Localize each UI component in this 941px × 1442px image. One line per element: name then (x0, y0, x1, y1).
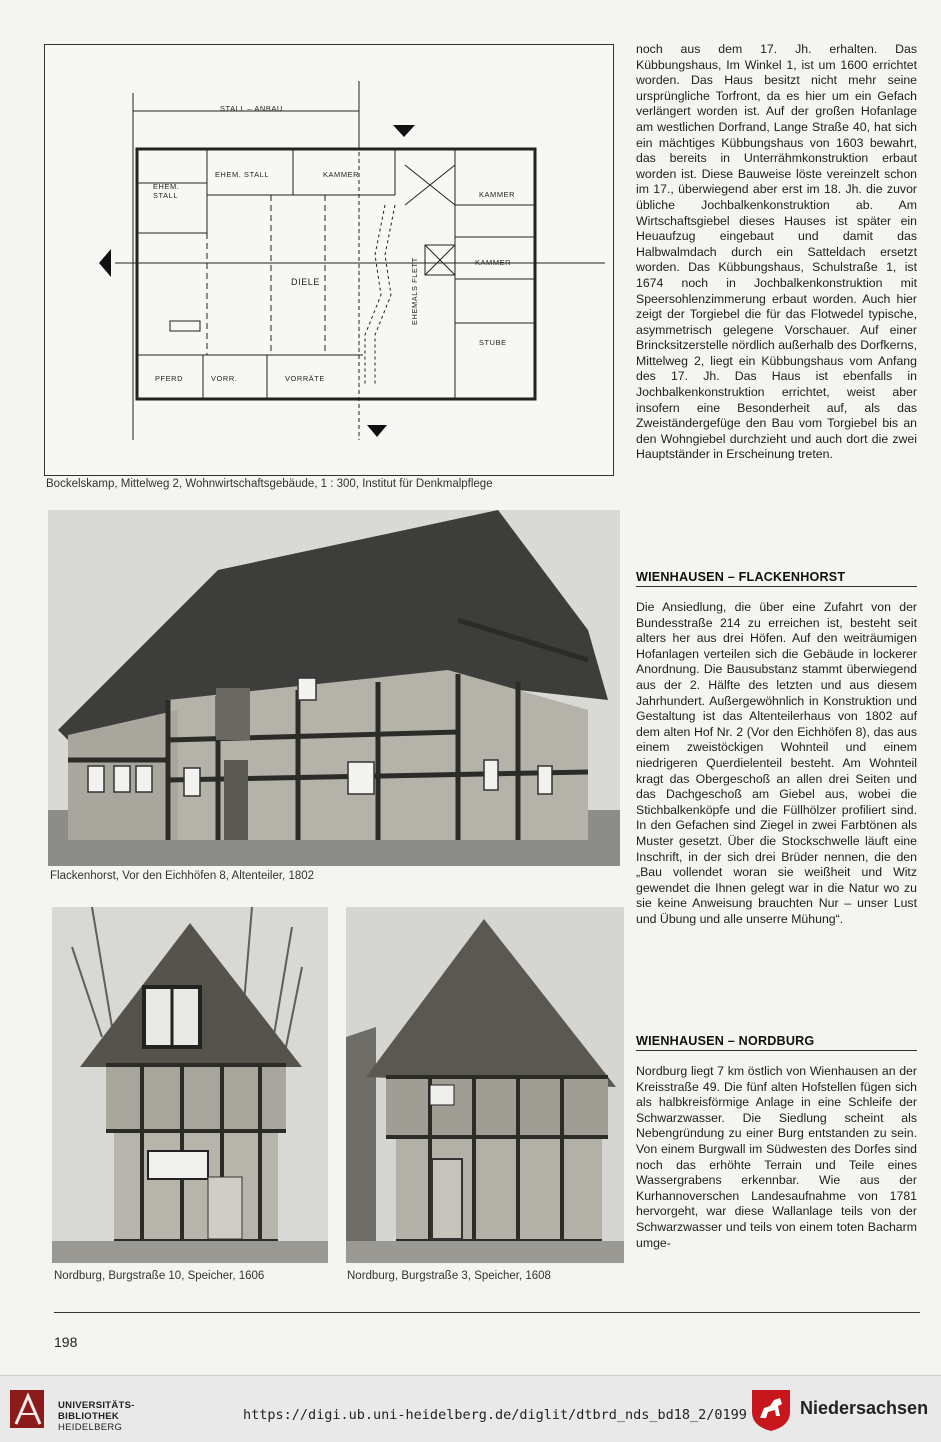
plan-label-diele: DIELE (291, 277, 321, 287)
plan-label-vorraete: VORRÄTE (285, 374, 325, 383)
plan-label-vorr: VORR. (211, 374, 238, 383)
photo1-caption: Flackenhorst, Vor den Eichhöfen 8, Altenteiler, 1802 (50, 870, 315, 882)
photo-flackenhorst (48, 510, 620, 866)
paragraph-1-text: noch aus dem 17. Jh. erhalten. Das Kübbungshaus, Im Winkel 1, ist um 1600 errichtet worden. Das Haus besitzt nicht mehr seine ursprüngliche Torfront, da es hier um ein Gefach verlängert worden ist. Auf der großen Hofanlage am westlichen Dorfrand, Lange Straße 40, hat sich ein mächtiges Kübbungshaus von 1603 bewahrt, das bereits in Unterrähmkonstruktion erbaut worden ist. Diese Bauweise löste vereinzelt schon im 17., überwiegend aber erst im 18. Jh. die zuvor übliche Jochbalkenkonstruktion ab. Am Wirtschaftsgiebel dieses Hauses ist später ein Heuaufzug eingebaut und damit das Halbwalmdach durch ein Satteldach ersetzt worden. Das Kübbungshaus, Schulstraße 1, ist 1674 noch in Jochbalkenkonstruktion mit Speersohlenzimmerung erbaut worden. Auch hier zeigt der Torgiebel die für das Flotwedel typische, asymmetrisch gelegene Vorschauer. Auf einer Brincksitzerstelle nördlich außerhalb des Dorfkerns, Mittelweg 2, liegt ein Kübbungshaus vom Anfang des 17. Jh. Das Haus ist ebenfalls in Jochbalkenkonstruktion errichtet, weist aber insofern eine Besonderheit auf, als das Zweiständergefüge den Bau vom Torgiebel bis an den Wohngiebel durchzieht und auch dort die zwei Hauptständer in Erscheinung treten. (636, 42, 917, 462)
library-name-line-2: BIBLIOTHEK (58, 1411, 120, 1422)
niedersachsen-logo[interactable] (748, 1388, 794, 1437)
plan-label-kammer-right-1: KAMMER (479, 190, 516, 199)
heading-nordburg: WIENHAUSEN – NORDBURG (636, 1034, 815, 1048)
plan-label-pferd: PFERD (155, 374, 184, 383)
paragraph-3-text: Nordburg liegt 7 km östlich von Wienhausen an der Kreisstraße 49. Die fünf alten Hofstellen fügen sich als halbkreisförmige Anlage in eine Schleife der Schwarzwasser. Die Siedlung scheint als Nebengründung zu einer Burg entstanden zu sein. Von einem Burgwall im Südwesten des Dorfes sind noch das erhöhte Terrain und Teile eines Wassergrabens erkennbar. Wie aus der Kurhannoverschen Landesaufnahme von 1781 hervorgeht, war diese Wallanlage teils von der Schwarzwasser und teils von einem toten Bacharm umge- (636, 1064, 917, 1250)
plan-label-stall-anbau: STALL – ANBAU (220, 104, 283, 113)
photo3-caption: Nordburg, Burgstraße 3, Speicher, 1608 (347, 1270, 551, 1282)
photo-nordburg-3 (346, 907, 624, 1263)
heading-rule-1 (636, 586, 917, 587)
library-emblem-icon (8, 1386, 48, 1432)
heading-flackenhorst: WIENHAUSEN – FLACKENHORST (636, 570, 846, 584)
floor-plan-drawing (45, 45, 613, 475)
plan-label-ehemals-flett: EHEMALS FLETT (410, 257, 419, 325)
permalink-url[interactable]: https://digi.ub.uni-heidelberg.de/diglit/dtbrd_nds_bd18_2/0199 (243, 1407, 747, 1423)
plan-outer-wall (137, 149, 535, 399)
paragraph-2-text: Die Ansiedlung, die über eine Zufahrt von der Bundesstraße 214 zu erreichen ist, besteht seit alters her aus drei Höfen. Auf den weiträumigen Hofanlagen verteilen sich die Gebäude in lockerer Anordnung. Die Bausubstanz stammt überwiegend aus der 2. Hälfte des letzten und aus diesem Jahrhundert. Außergewöhnlich in Konstruktion und Gestaltung ist das Altenteilerhaus von 1802 auf dem alten Hof Nr. 2 (Vor den Eichhöfen 8), das aus einem zweistöckigen Wohnteil und einem niedrigeren Querdielenteil besteht. Am Wohnteil kragt das Obergeschoß an allen drei Seiten und das Dachgeschoß am Giebel aus, wobei die Stichbalkenköpfe und die Füllhölzer profiliert sind. In den Gefachen sind Ziegel in zwei Farbtönen als Muster gesetzt. Über die Stockschwelle läuft eine Inschrift, in der sich drei Brüder nennen, die den „Bau vollendet woran sie weißheit und Witz gewendet die Ihnen gelegt war in die Natur wo zu sie keine Anweisung brauchten Nur – unser Lust und Übung und alle unserre Mühung“. (636, 600, 917, 926)
page-number: 198 (54, 1334, 78, 1350)
horse-coat-of-arms-icon (748, 1388, 794, 1432)
viewer-footer (0, 1375, 941, 1442)
plan-label-ehem-stall-left-2: STALL (153, 191, 179, 200)
text-paragraph-1 (636, 42, 917, 463)
university-library-logo[interactable] (8, 1386, 135, 1433)
text-paragraph-3 (636, 1064, 917, 1251)
floor-plan-figure (44, 44, 614, 476)
text-paragraph-2 (636, 600, 917, 927)
plan-label-kammer-right-2: KAMMER (475, 258, 512, 267)
plan-label-stube: STUBE (479, 338, 507, 347)
library-name-line-1: UNIVERSITÄTS- (58, 1400, 135, 1411)
photo2-caption: Nordburg, Burgstraße 10, Speicher, 1606 (54, 1270, 265, 1282)
library-name (58, 1400, 135, 1433)
state-name: Niedersachsen (800, 1398, 929, 1418)
page-bottom-rule (54, 1312, 920, 1313)
plan-label-kammer-top: KAMMER (323, 170, 360, 179)
plan-label-ehem-stall-left-1: EHEM. (153, 182, 180, 191)
library-name-line-3: HEIDELBERG (58, 1422, 123, 1433)
plan-label-ehem-stall-top: EHEM. STALL (215, 170, 270, 179)
plan-caption: Bockelskamp, Mittelweg 2, Wohnwirtschaftsgebäude, 1 : 300, Institut für Denkmalpflege (46, 478, 493, 490)
heading-rule-2 (636, 1050, 917, 1051)
photo-nordburg-10 (52, 907, 328, 1263)
